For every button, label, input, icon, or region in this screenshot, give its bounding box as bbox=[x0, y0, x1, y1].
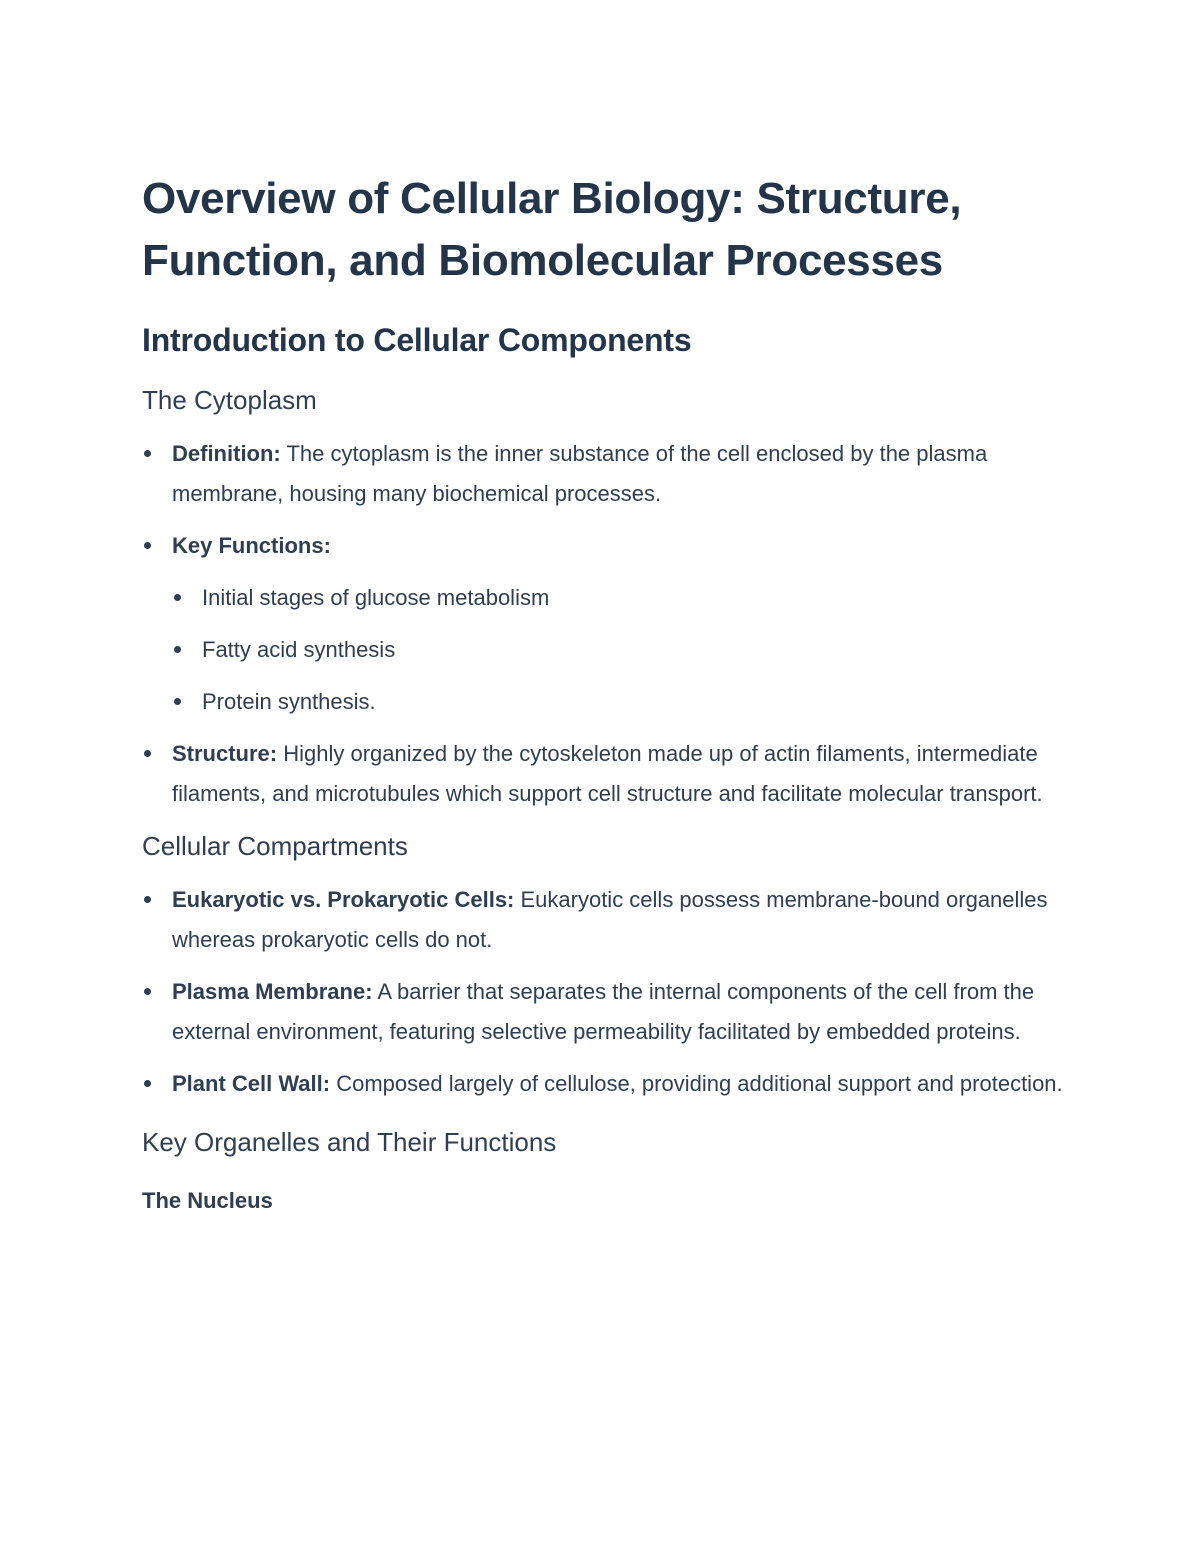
list-item-structure bbox=[142, 734, 1072, 814]
subsection-heading-compartments: Cellular Compartments bbox=[142, 831, 408, 861]
plasma-membrane-text: A barrier that separates the internal components of the cell from the external environment, featuring selective permeability facilitated by embedded proteins. bbox=[172, 979, 1035, 1044]
compartments-list bbox=[142, 880, 1072, 1104]
eukaryotic-label: Eukaryotic vs. Prokaryotic Cells: bbox=[172, 887, 515, 912]
list-item-function bbox=[172, 682, 1072, 722]
list-item-function bbox=[172, 578, 1072, 618]
function-text: Protein synthesis. bbox=[202, 689, 376, 714]
list-item-key-functions bbox=[142, 526, 1072, 566]
list-item-function bbox=[172, 630, 1072, 670]
definition-text: The cytoplasm is the inner substance of the cell enclosed by the plasma membrane, housing many biochemical processes. bbox=[172, 441, 988, 506]
list-item-plasma-membrane bbox=[142, 972, 1072, 1052]
structure-label: Structure: bbox=[172, 741, 278, 766]
section-heading-intro: Introduction to Cellular Components bbox=[142, 322, 692, 358]
cell-wall-text: Composed largely of cellulose, providing additional support and protection. bbox=[330, 1071, 1063, 1096]
list-item-cell-wall bbox=[142, 1064, 1072, 1104]
document-title bbox=[142, 168, 1072, 292]
document-content bbox=[142, 168, 1072, 1218]
eukaryotic-text: Eukaryotic cells possess membrane-bound organelles whereas prokaryotic cells do not. bbox=[172, 887, 1048, 952]
function-text: Fatty acid synthesis bbox=[202, 637, 396, 662]
cell-wall-label: Plant Cell Wall: bbox=[172, 1071, 331, 1096]
list-item-definition bbox=[142, 434, 1072, 514]
title-line-2: Function, and Biomolecular Processes bbox=[142, 236, 943, 285]
title-line-1: Overview of Cellular Biology: Structure, bbox=[142, 174, 962, 223]
definition-label: Definition: bbox=[172, 441, 281, 466]
subsection-heading-organelles: Key Organelles and Their Functions bbox=[142, 1127, 557, 1157]
cytoplasm-list bbox=[142, 434, 1072, 814]
function-text: Initial stages of glucose metabolism bbox=[202, 585, 550, 610]
subsection-heading-cytoplasm: The Cytoplasm bbox=[142, 385, 317, 415]
structure-text: Highly organized by the cytoskeleton made up of actin filaments, intermediate filaments, and microtubules which support cell structure and facilitate molecular transport. bbox=[172, 741, 1043, 806]
plasma-membrane-label: Plasma Membrane: bbox=[172, 979, 373, 1004]
subsubsection-heading-nucleus: The Nucleus bbox=[142, 1188, 273, 1213]
list-item-eukaryotic bbox=[142, 880, 1072, 960]
key-functions-label: Key Functions: bbox=[172, 533, 331, 558]
